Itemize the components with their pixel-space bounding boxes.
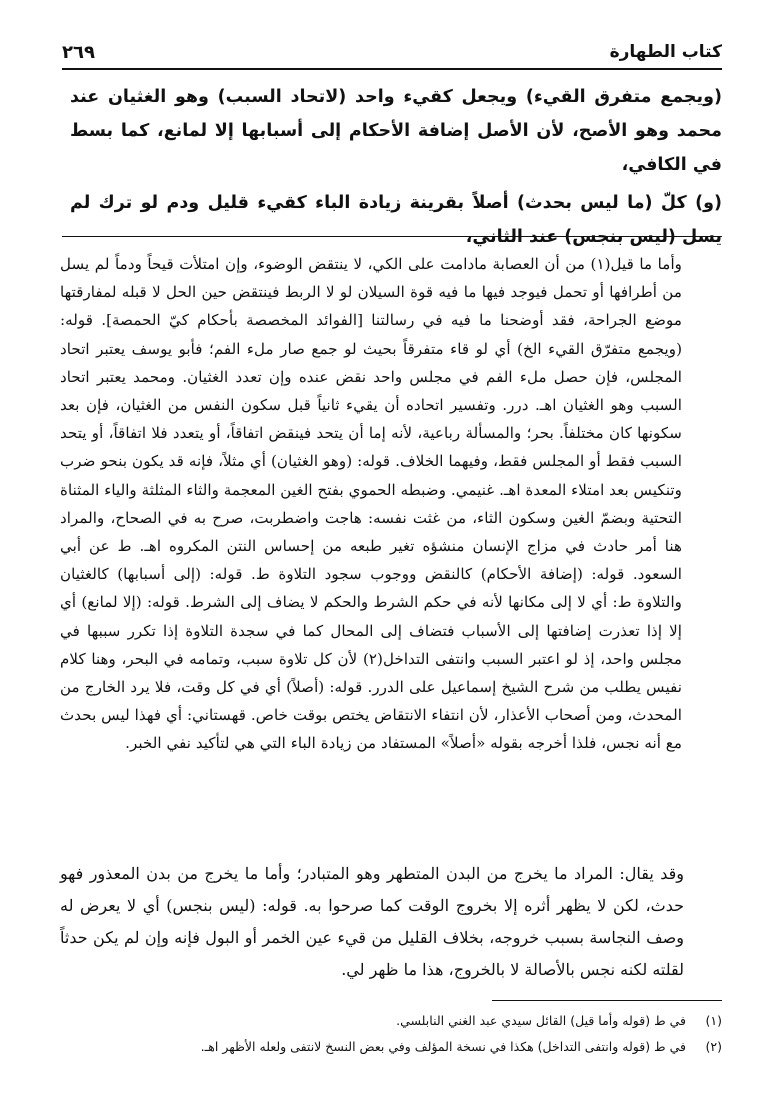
chapter-title: كتاب الطهارة [609,42,722,62]
commentary-continuation [60,858,722,986]
footnote-rule [492,1000,722,1001]
footnote-number: (١) [705,1013,722,1028]
commentary-paragraph: وأما ما قيل(١) من أن العصابة مادامت على الكي، لا ينتقض الوضوء، وإن امتلأت قيحاً ودماً لم يسل من أطرافها أو تحمل فيوجد فيها ما فيه قوة السيلان لو لا الربط فينتقض حين الحل لا قبله لمفارقتها موضع الجراحة، فقد أوضحنا ما فيه في رسالتنا [الفوائد المخصصة بأحكام كيّ الحمصة]. قوله: (ويجمع متفرّق القيء الخ) أي لو قاء متفرقاً بحيث لو جمع صار ملء الفم؛ فأبو يوسف يعتبر اتحاد المجلس، فإن حصل ملء الفم في مجلس واحد نقض عنده وإن تعدد الغثيان. ومحمد يعتبر اتحاد السبب وهو الغثيان اهـ. درر. وتفسير اتحاده أن يقيء ثانياً قبل سكون النفس من الغثيان، فإن بعد سكونها كان مختلفاً. بحر؛ والمسألة رباعية، لأنه إما أن يتحد فينقض اتفاقاً، أو يتعدد فلا اتفاقاً، أو يتحد السبب فقط أو المجلس فقط، وفيهما الخلاف. قوله: (وهو الغثيان) أي مثلاً، فإنه قد يكون بنحو ضرب وتنكيس بعد امتلاء المعدة اهـ. غنيمي. وضبطه الحموي بفتح الغين المعجمة والثاء المثلثة والياء المثناة التحتية وبضمّ الغين وسكون الثاء، من غثت نفسه: هاجت واضطربت، صرح به في الصحاح، والمراد هنا أمر حادث في مزاج الإنسان منشؤه تغير طبعه من إحساس النتن المكروه اهـ. ط عن أبي السعود. قوله: (إضافة الأحكام) كالنقض ووجوب سجود التلاوة ط. قوله: (إلى أسبابها) كالغثيان والتلاوة ط: أي لا إلى مكانها لأنه في حكم الشرط والحكم لا يضاف إلى الشرط. قوله: (إلا لمانع) أي إلا إذا تعذرت إضافتها إلى الأسباب فتضاف إلى المحال كما في سجدة التلاوة إذا تكرر سببها في مجلس واحد، إذ لو اعتبر السبب وانتفى التداخل(٢) لأن كل تلاوة سبب، وتمامه في البحر، وهنا كلام نفيس يطلب من شرح الشيخ إسماعيل على الدرر. قوله: (أصلاً) أي في كل وقت، فلا يرد الخارج من المحدث، ومن أصحاب الأعذار، لأن انتفاء الانتقاض يختص بوقت خاص. قهستاني: أي فهذا ليس بحدث مع أنه نجس، فلذا أخرجه بقوله «أصلاً» المستفاد من زيادة الباء التي هي لتأكيد نفي الخبر. [60,255,682,753]
commentary-text [60,250,722,758]
page-number: ٢٦٩ [62,42,95,63]
page-header [62,40,722,68]
footnote [60,1034,722,1060]
footnote-text: في ط (قوله وأما قيل) القائل سيدي عبد الغني النابلسي. [396,1013,686,1028]
footnote-number: (٢) [705,1039,722,1054]
main-text [70,80,722,258]
main-paragraph: (ويجمع متفرق القيء) ويجعل كقيء واحد (لاتحاد السبب) وهو الغثيان عند محمد وهو الأصح، لأن الأصل إضافة الأحكام إلى أسبابها إلا لمانع، كما بسط في الكافي، [70,87,722,175]
continuation-paragraph: وقد يقال: المراد ما يخرج من البدن المتطهر وهو المتبادر؛ وأما ما يخرج من بدن المعذور فهو حدث، لكن لا يظهر أثره إلا بخروج الوقت كما صرحوا به. قوله: (ليس بنجس) أي لا يعرض له وصف النجاسة بسبب خروجه، بخلاف القليل من قيء عين الخمر أو البول فإنه وإن لم يكن حدثاً لقلته لكنه نجس بالأصالة لا بالخروج، هذا ما ظهر لي. [60,864,684,979]
header-rule [62,68,722,70]
footnote [60,1008,722,1034]
footnotes [60,1008,722,1060]
main-paragraph: (و) كلّ (ما ليس بحدث) أصلاً بقرينة زيادة الباء كقيء قليل ودم لو ترك لم يسل (ليس بنجس) عند الثاني، [70,193,722,247]
footnote-text: في ط (قوله وانتفى التداخل) هكذا في نسخة المؤلف وفي بعض النسخ لانتفى ولعله الأظهر اهـ. [200,1039,686,1054]
section-divider [62,236,722,237]
